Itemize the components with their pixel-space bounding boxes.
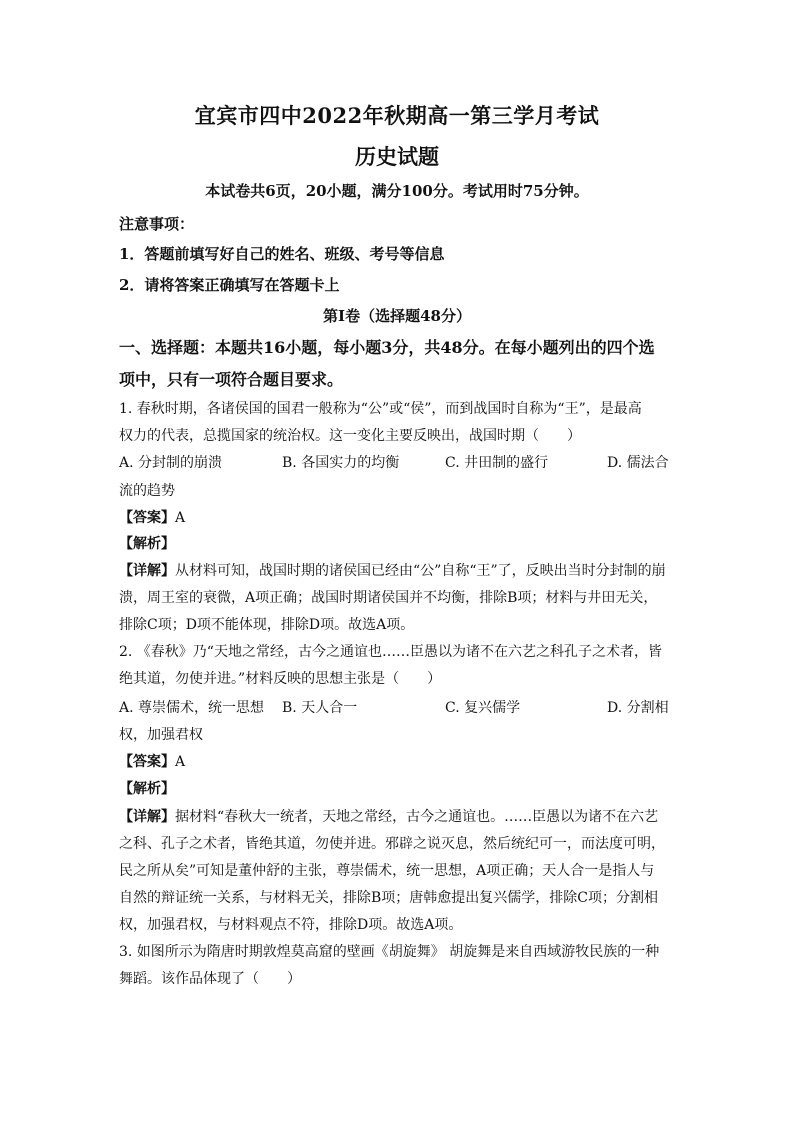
q1-option-c: C. 井田制的盛行 xyxy=(445,455,549,471)
analysis-label: 【解析】 xyxy=(119,536,175,552)
q1-option-d-continued: 流的趋势 xyxy=(119,483,175,499)
exam-subject: 历史试题 xyxy=(355,144,439,169)
q1-answer xyxy=(119,507,679,527)
q1-option-b: B. 各国实力的均衡 xyxy=(282,455,400,471)
analysis-label: 【解析】 xyxy=(119,781,175,797)
q2-detail-line-2: 之科、孔子之术者，皆绝其道，勿使并进。邪辟之说灭息，然后统纪可一，而法度可明， xyxy=(119,836,665,852)
q1-analysis xyxy=(119,533,679,553)
exam-title: 宜宾市四中2022年秋期高一第三学月考试 xyxy=(194,103,600,128)
q2-stem-line-2: 绝其道，勿使并进。”材料反映的思想主张是（ ） xyxy=(119,671,442,687)
q2-detail-text-1: 据材料“春秋大一统者，天地之常经，古今之通谊也。……臣愚以为诸不在六艺 xyxy=(175,809,659,825)
q1-answer-value: A xyxy=(175,510,186,526)
q1-detail-line-1 xyxy=(119,560,679,580)
q1-option-d: D. 儒法合 xyxy=(607,455,669,471)
q2-option-d-continued: 权，加强君权 xyxy=(119,727,203,743)
q2-answer xyxy=(119,751,679,771)
q2-option-c: C. 复兴儒学 xyxy=(445,700,521,716)
notes-heading: 注意事项： xyxy=(119,215,195,233)
note-item-2: 2．请将答案正确填写在答题卡上 xyxy=(119,276,340,294)
exam-intro: 本试卷共6页，20小题，满分100分。考试用时75分钟。 xyxy=(205,182,589,200)
q2-detail-line-4: 自然的辩证统一关系，与材料无关，排除B项；唐韩愈提出复兴儒学，排除C项；分割相 xyxy=(119,890,658,906)
q1-option-a: A. 分封制的崩溃 xyxy=(119,455,223,471)
note-item-1: 1．答题前填写好自己的姓名、班级、考号等信息 xyxy=(119,245,445,263)
detail-label: 【详解】 xyxy=(119,563,175,579)
answer-label: 【答案】 xyxy=(119,754,175,770)
q2-stem-line-1: 2. 《春秋》乃“天地之常经，古今之通谊也……臣愚以为诸不在六艺之科孔子之术者，皆 xyxy=(119,644,662,660)
q1-detail-text-1: 从材料可知，战国时期的诸侯国已经由“公”自称“王”了，反映出当时分封制的崩 xyxy=(175,563,666,579)
q1-detail-line-3: 排除C项；D项不能体现，排除D项。故选A项。 xyxy=(119,617,415,633)
q2-analysis xyxy=(119,778,679,798)
detail-label: 【详解】 xyxy=(119,809,175,825)
q2-detail-line-5: 权，加强君权，与材料观点不符，排除D项。故选A项。 xyxy=(119,917,463,933)
q1-stem-line-2: 权力的代表，总揽国家的统治权。这一变化主要反映出，战国时期（ ） xyxy=(119,428,581,444)
q2-detail-line-3: 民之所从矣”可知是董仲舒的主张，尊崇儒术，统一思想，A项正确；天人合一是指人与 xyxy=(119,863,655,879)
q3-stem-line-2: 舞蹈。该作品体现了（ ） xyxy=(119,971,301,987)
answer-label: 【答案】 xyxy=(119,510,175,526)
q1-detail-line-2: 溃，周王室的衰微，A项正确；战国时期诸侯国并不均衡，排除B项；材料与井田无关， xyxy=(119,590,658,606)
q2-detail-line-1 xyxy=(119,806,679,826)
section-title: 第I卷（选择题48分） xyxy=(323,307,471,325)
q2-answer-value: A xyxy=(175,754,186,770)
q3-stem-line-1: 3. 如图所示为隋唐时期敦煌莫高窟的壁画《胡旋舞》 胡旋舞是来自西域游牧民族的一种 xyxy=(119,944,660,960)
section-instruction-line-2: 项中，只有一项符合题目要求。 xyxy=(119,370,344,389)
q1-stem-line-1: 1. 春秋时期，各诸侯国的国君一般称为“公”或“侯”，而到战国时自称为“王”，是最高 xyxy=(119,401,642,417)
q2-option-a: A. 尊崇儒术，统一思想 xyxy=(119,700,265,716)
q2-option-b: B. 天人合一 xyxy=(282,700,358,716)
section-instruction-line-1: 一、选择题：本题共16小题，每小题3分，共48分。在每小题列出的四个选 xyxy=(119,338,655,357)
q2-option-d: D. 分割相 xyxy=(607,700,669,716)
